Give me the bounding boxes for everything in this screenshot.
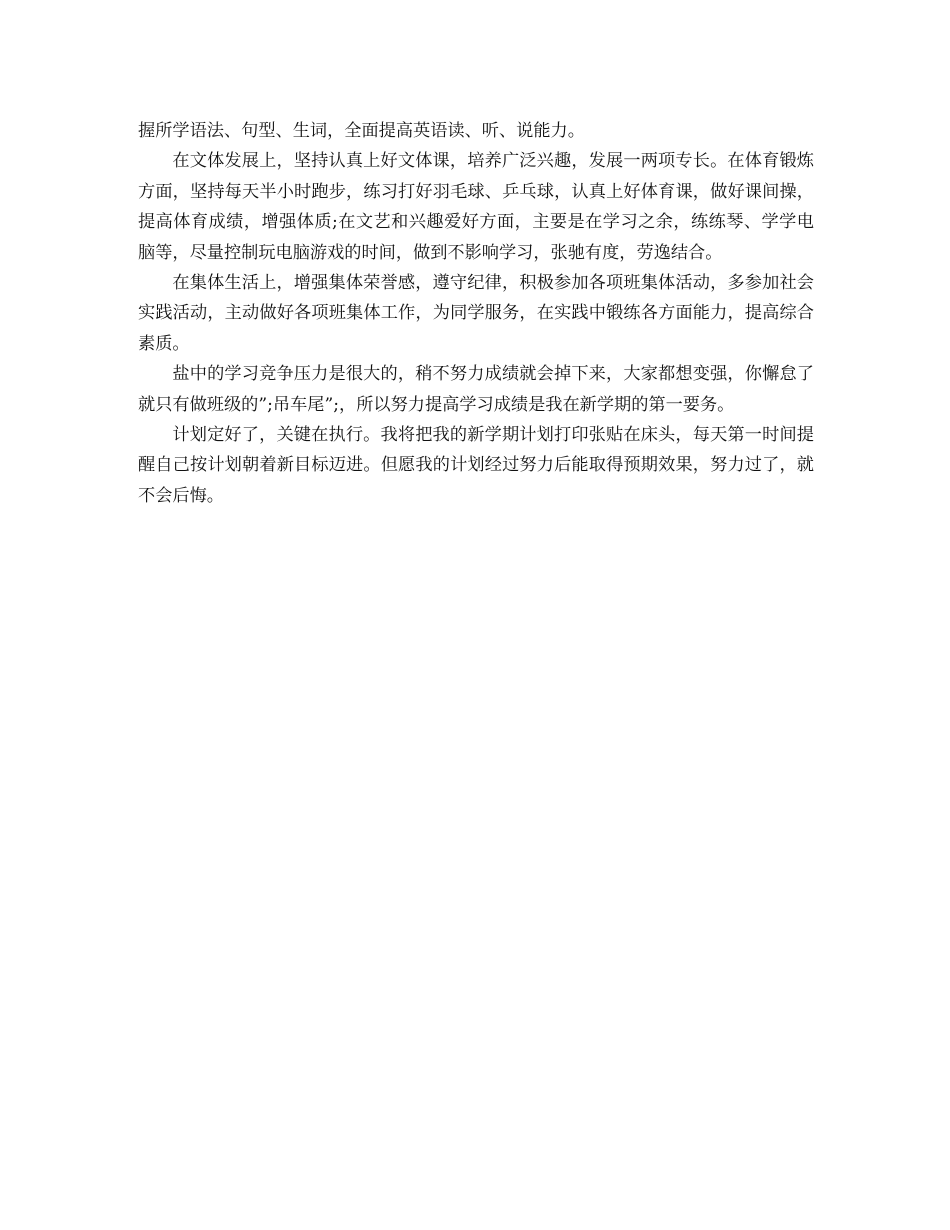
paragraph-continued-language-study: 握所学语法、句型、生词，全面提高英语读、听、说能力。 [138,121,585,141]
paragraph-execution: 计划定好了，关键在执行。我将把我的新学期计划打印张贴在床头，每天第一时间提醒自己按计划朝着新目标迈进。但愿我的计划经过努力后能取得预期效果，努力过了，就不会后悔。 [138,425,814,506]
paragraph-collective-life: 在集体生活上，增强集体荣誉感，遵守纪律，积极参加各项班集体活动，多参加社会实践活动，主动做好各项班集体工作，为同学服务，在实践中锻练各方面能力，提高综合素质。 [138,273,814,354]
paragraph-competition: 盐中的学习竞争压力是很大的，稍不努力成绩就会掉下来，大家都想变强，你懈怠了就只有做班级的”;吊车尾”;，所以努力提高学习成绩是我在新学期的第一要务。 [138,364,814,415]
paragraph-sports-arts: 在文体发展上，坚持认真上好文体课，培养广泛兴趣，发展一两项专长。在体育锻炼方面，坚持每天半小时跑步，练习打好羽毛球、乒乓球，认真上好体育课，做好课间操，提高体育成绩，增强体质;在文艺和兴趣爱好方面，主要是在学习之余，练练琴、学学电脑等，尽量控制玩电脑游戏的时间，做到不影响学习，张驰有度，劳逸结合。 [138,151,814,263]
document-page [138,116,814,511]
